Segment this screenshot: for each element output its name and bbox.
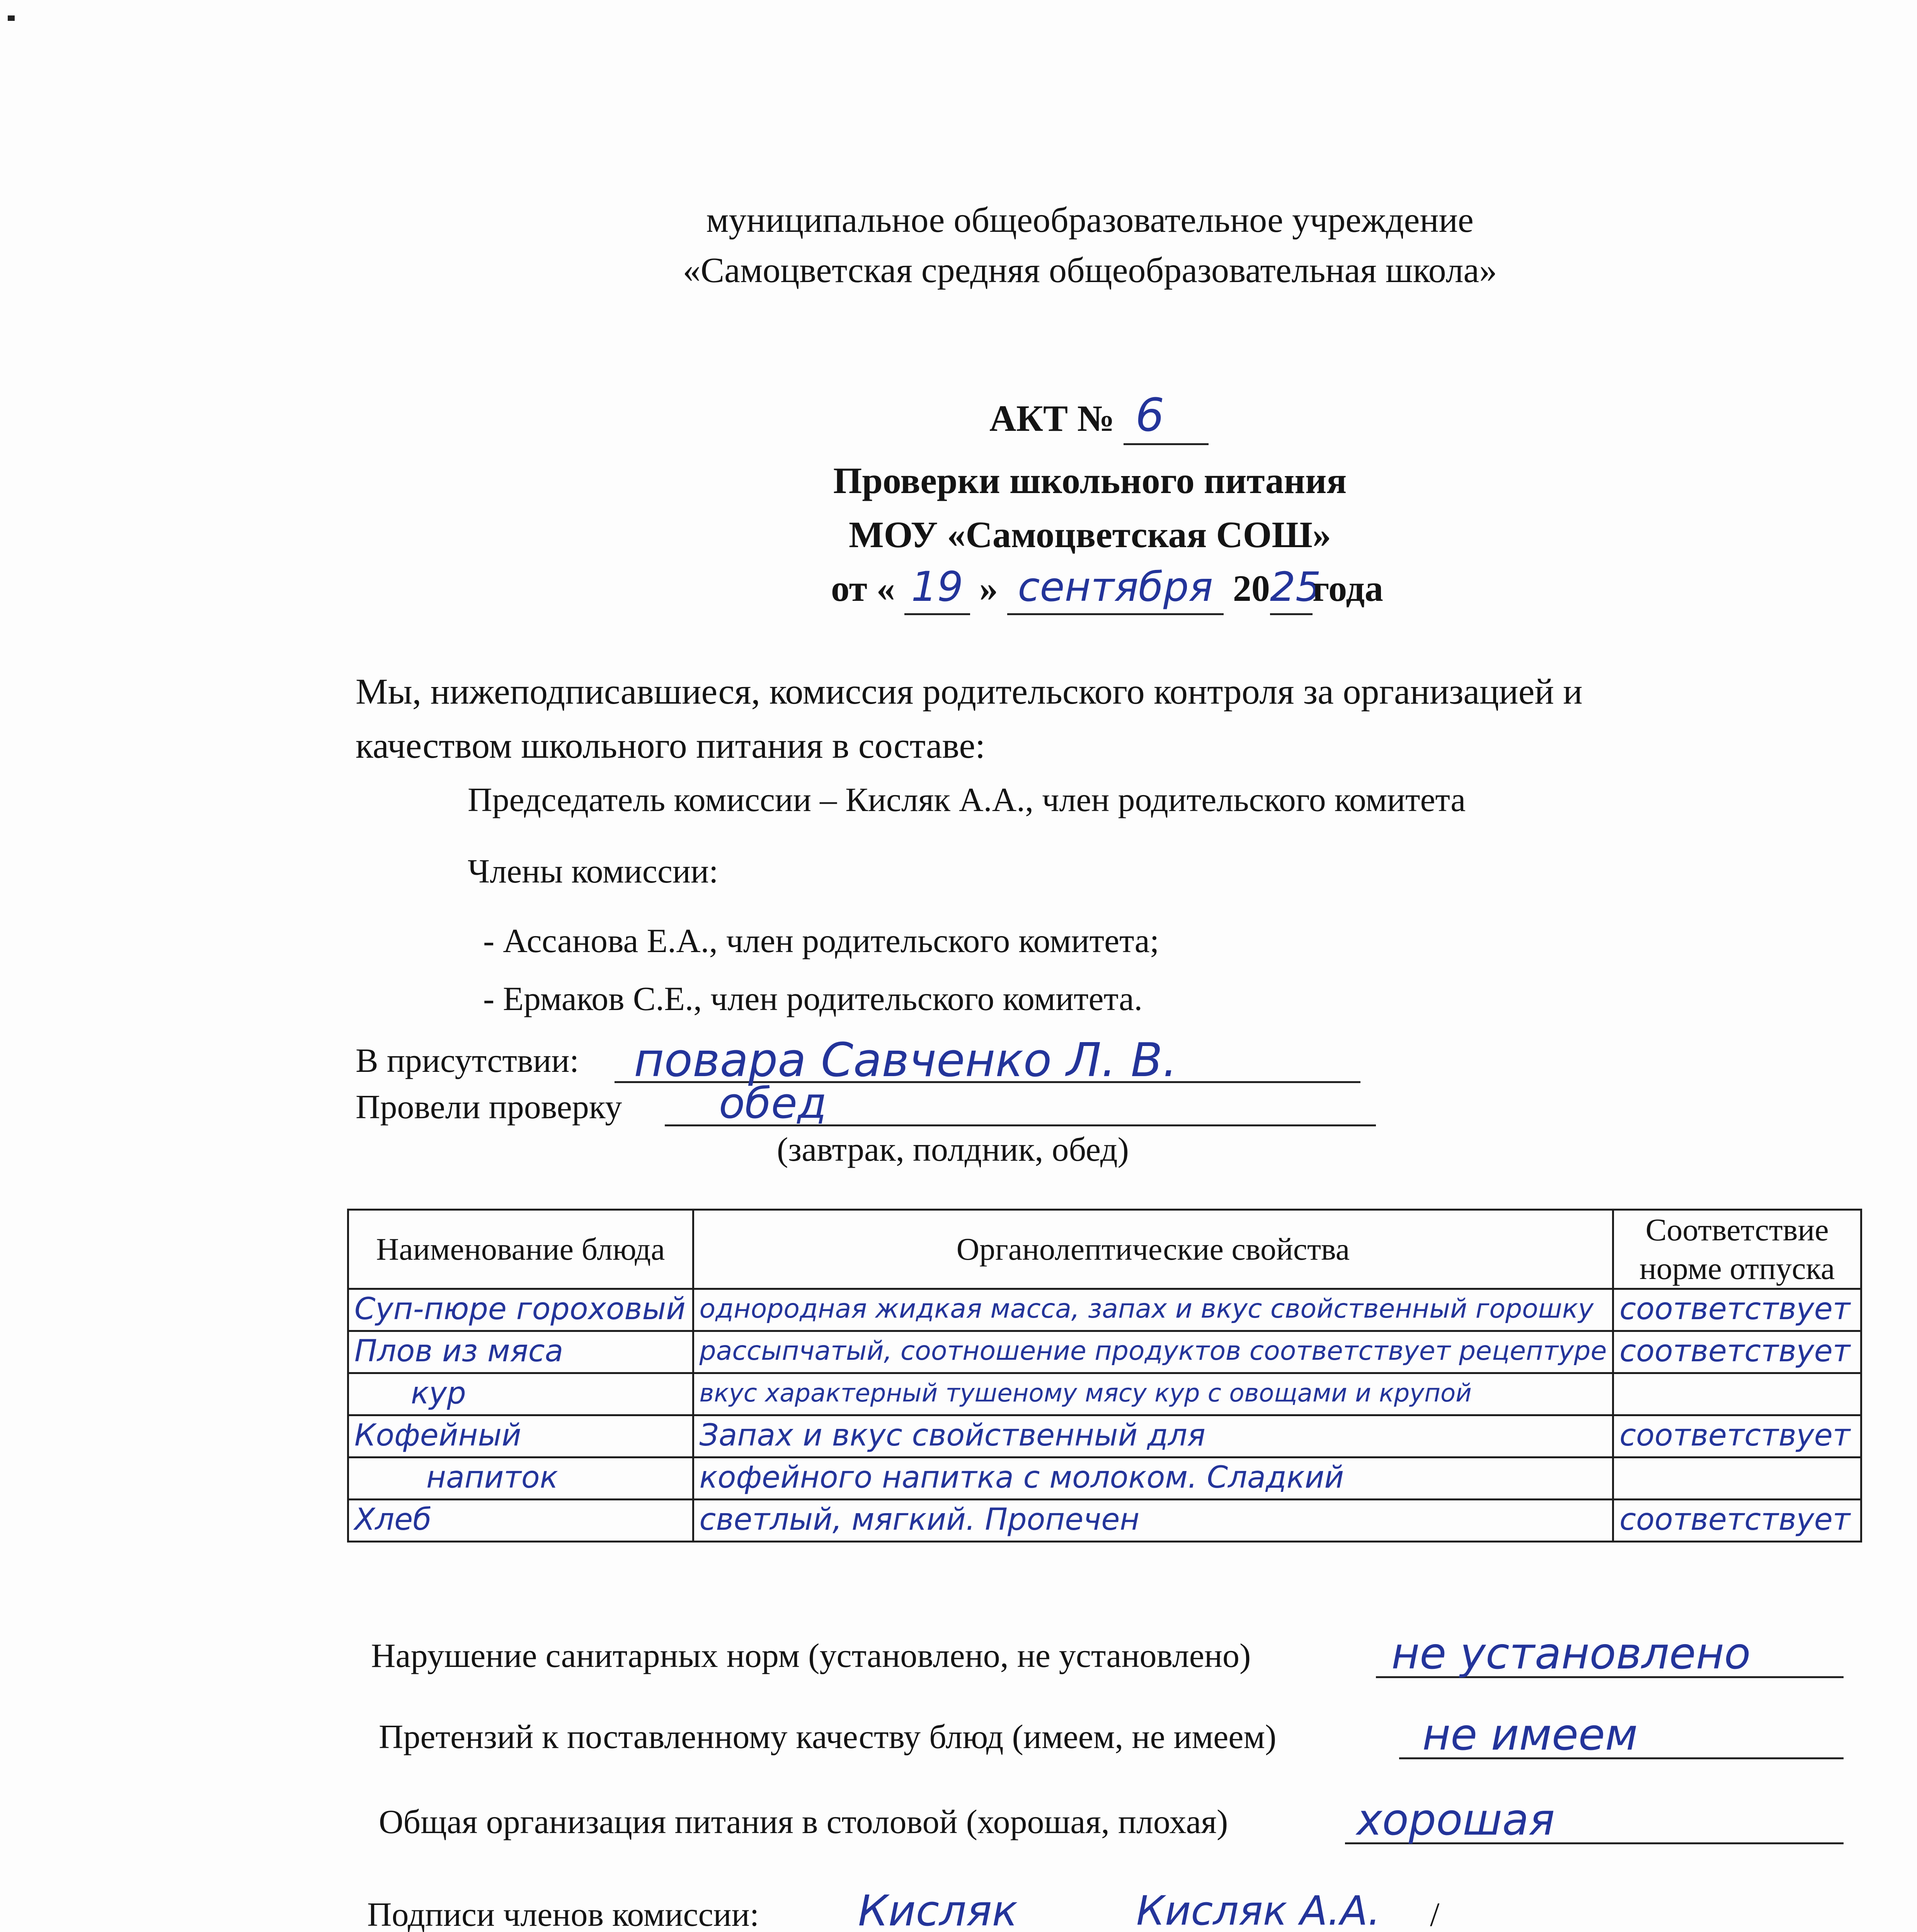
intro-line-2: качеством школьного питания в составе: bbox=[356, 726, 986, 766]
check-field bbox=[665, 1078, 1376, 1128]
act-subtitle-2: МОУ «Самоцветская СОШ» bbox=[849, 514, 1331, 555]
properties-cell: светлый, мягкий. Пропечен bbox=[693, 1500, 1613, 1542]
scan-mark bbox=[8, 15, 15, 21]
commission-signature-line bbox=[815, 1886, 1125, 1932]
act-number: 6 bbox=[1135, 388, 1165, 442]
table-row bbox=[348, 1458, 1861, 1500]
dish-cell: кур bbox=[348, 1373, 693, 1415]
date-year-field bbox=[1270, 562, 1321, 615]
dish-cell: Суп-пюре гороховый bbox=[348, 1289, 693, 1331]
date-day-close: » bbox=[979, 568, 998, 609]
institution-name: «Самоцветская средняя общеобразовательная школа» bbox=[683, 250, 1497, 290]
commission-name-line bbox=[1129, 1889, 1430, 1932]
presence-label: В присутствии: bbox=[356, 1042, 579, 1080]
date-year: 25 bbox=[1270, 563, 1321, 611]
commission-member-1: - Ассанова Е.А., член родительского комитета; bbox=[483, 922, 1159, 960]
check-hint: (завтрак, полдник, обед) bbox=[777, 1131, 1129, 1168]
organization-value: хорошая bbox=[1357, 1795, 1555, 1845]
compliance-cell: соответствует bbox=[1613, 1331, 1861, 1373]
claims-value: не имеем bbox=[1422, 1710, 1638, 1760]
sanitary-field bbox=[1376, 1629, 1844, 1679]
properties-cell: вкус характерный тушеному мясу кур с овощами и крупой bbox=[693, 1373, 1613, 1415]
institution-type: муниципальное общеобразовательное учреждение bbox=[706, 200, 1474, 240]
date-day: 19 bbox=[911, 563, 964, 611]
table-row bbox=[348, 1331, 1861, 1373]
organization-label: Общая организация питания в столовой (хорошая, плохая) bbox=[379, 1803, 1228, 1841]
dish-cell: напиток bbox=[348, 1458, 693, 1500]
date-year-word: года bbox=[1312, 568, 1383, 609]
table-row bbox=[348, 1373, 1861, 1415]
commission-members-label: Члены комиссии: bbox=[468, 853, 718, 890]
dish-cell: Хлеб bbox=[348, 1500, 693, 1542]
act-number-field bbox=[1124, 390, 1209, 445]
compliance-cell: соответствует bbox=[1613, 1415, 1861, 1458]
commission-signature: Кисляк bbox=[858, 1886, 1018, 1932]
commission-chair: Председатель комиссии – Кисляк А.А., член родительского комитета bbox=[468, 781, 1466, 819]
properties-cell: однородная жидкая масса, запах и вкус свойственный горошку bbox=[693, 1289, 1613, 1331]
commission-name: Кисляк А.А. bbox=[1136, 1887, 1381, 1932]
sanitary-value: не установлено bbox=[1391, 1629, 1751, 1679]
meals-table bbox=[347, 1209, 1862, 1543]
check-value: обед bbox=[719, 1078, 827, 1128]
header-properties: Органолептические свойства bbox=[693, 1210, 1613, 1289]
dish-cell: Плов из мяса bbox=[348, 1331, 693, 1373]
compliance-cell: соответствует bbox=[1613, 1289, 1861, 1331]
intro-line-1: Мы, нижеподписавшиеся, комиссия родительского контроля за организацией и bbox=[356, 672, 1583, 712]
presence-value: повара Савченко Л. В. bbox=[634, 1034, 1178, 1087]
compliance-cell bbox=[1613, 1373, 1861, 1415]
date-prefix: от « bbox=[831, 568, 895, 609]
act-title bbox=[989, 390, 1209, 445]
check-label: Провели проверку bbox=[356, 1088, 622, 1126]
act-date bbox=[831, 562, 1383, 615]
properties-cell: кофейного напитка с молоком. Сладкий bbox=[693, 1458, 1613, 1500]
table-header-row bbox=[348, 1210, 1861, 1289]
sanitary-label: Нарушение санитарных норм (установлено, не установлено) bbox=[371, 1637, 1251, 1675]
act-subtitle-1: Проверки школьного питания bbox=[833, 460, 1347, 501]
table-row bbox=[348, 1500, 1861, 1542]
dish-cell: Кофейный bbox=[348, 1415, 693, 1458]
header-dish: Наименование блюда bbox=[348, 1210, 693, 1289]
date-month-field bbox=[1007, 562, 1224, 615]
table-row bbox=[348, 1415, 1861, 1458]
date-month: сентября bbox=[1018, 563, 1213, 611]
commission-close: / bbox=[1430, 1896, 1440, 1932]
claims-label: Претензий к поставленному качеству блюд (имеем, не имеем) bbox=[379, 1718, 1277, 1756]
claims-field bbox=[1399, 1710, 1844, 1760]
presence-field bbox=[615, 1034, 1360, 1087]
organization-field bbox=[1345, 1795, 1844, 1845]
date-year-prefix: 20 bbox=[1233, 568, 1270, 609]
date-day-field bbox=[904, 562, 970, 615]
header-compliance: Соответствие норме отпуска bbox=[1613, 1210, 1861, 1289]
compliance-cell bbox=[1613, 1458, 1861, 1500]
commission-member-2: - Ермаков С.Е., член родительского комитета. bbox=[483, 980, 1143, 1018]
table-row bbox=[348, 1289, 1861, 1331]
commission-signatures-label: Подписи членов комиссии: bbox=[367, 1896, 759, 1932]
compliance-cell: соответствует bbox=[1613, 1500, 1861, 1542]
properties-cell: Запах и вкус свойственный для bbox=[693, 1415, 1613, 1458]
act-title-prefix: АКТ № bbox=[989, 398, 1115, 439]
properties-cell: рассыпчатый, соотношение продуктов соответствует рецептуре bbox=[693, 1331, 1613, 1373]
